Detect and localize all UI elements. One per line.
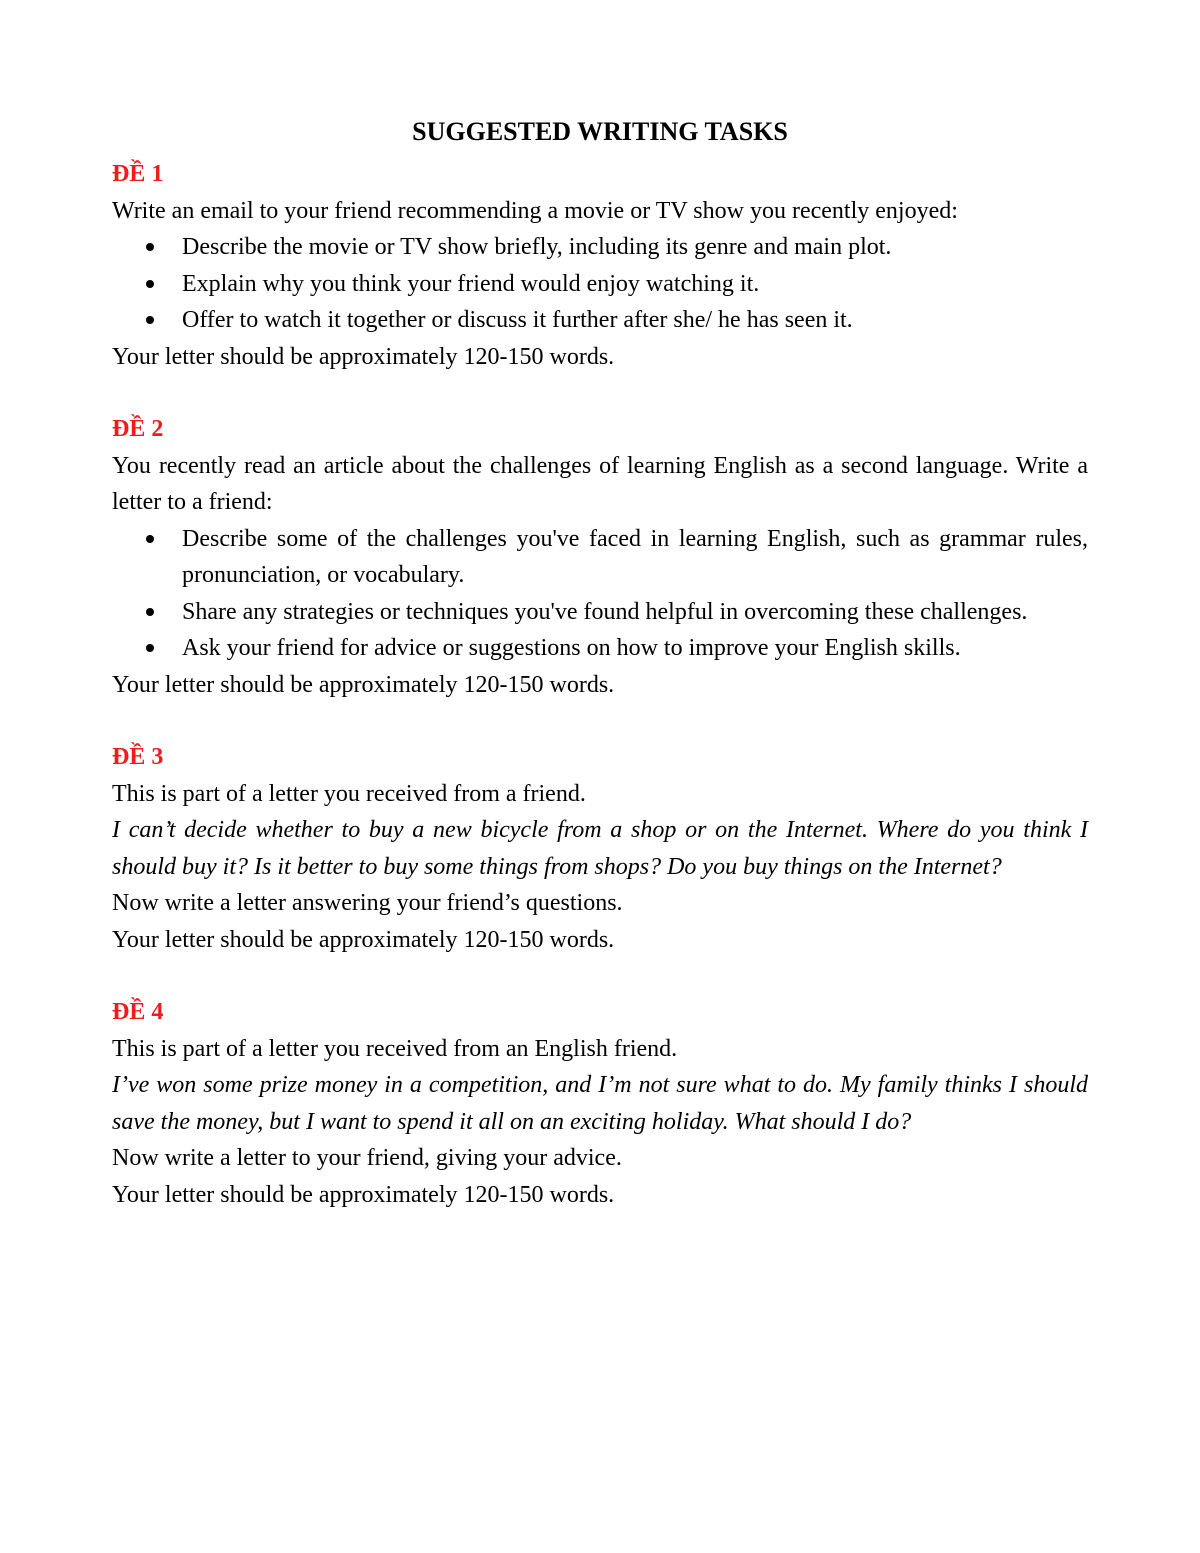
task-3-instruction: Now write a letter answering your friend’s questions. [112, 890, 623, 916]
task-3 [112, 739, 1088, 958]
task-1-bullet-1: Describe the movie or TV show briefly, including its genre and main plot. [182, 229, 1088, 266]
task-4 [112, 994, 1088, 1213]
task-2-bullet-3: Ask your friend for advice or suggestions on how to improve your English skills. [182, 630, 1088, 667]
spacer [112, 958, 1088, 994]
task-4-intro: This is part of a letter you received from an English friend. [112, 1035, 678, 1062]
page-title: SUGGESTED WRITING TASKS [412, 117, 788, 146]
task-1-bullet-3: Offer to watch it together or discuss it further after she/ he has seen it. [182, 302, 1088, 339]
task-2 [112, 411, 1088, 703]
task-1-heading: ĐỀ 1 [112, 161, 164, 187]
task-4-word-count: Your letter should be approximately 120-150 words. [112, 1181, 615, 1208]
spacer [112, 375, 1088, 411]
task-2-intro: You recently read an article about the challenges of learning English as a second language. Write a letter to a friend: [112, 452, 1088, 515]
task-3-letter-quote: I can’t decide whether to buy a new bicycle from a shop or on the Internet. Where do you think I should buy it? Is it better to buy some things from shops? Do you buy things on the Internet? [112, 817, 1088, 880]
task-4-letter-quote: I’ve won some prize money in a competition, and I’m not sure what to do. My family thinks I should save the money, but I want to spend it all on an exciting holiday. What should I do? [112, 1072, 1088, 1135]
task-2-bullet-1: Describe some of the challenges you've faced in learning English, such as grammar rules, pronunciation, or vocabulary. [182, 521, 1088, 594]
task-3-intro: This is part of a letter you received from a friend. [112, 780, 586, 807]
task-1-bullet-2: Explain why you think your friend would enjoy watching it. [182, 266, 1088, 303]
task-1-intro: Write an email to your friend recommending a movie or TV show you recently enjoyed: [112, 197, 958, 224]
task-2-bullet-2: Share any strategies or techniques you've found helpful in overcoming these challenges. [182, 594, 1088, 631]
task-2-bullet-list [112, 521, 1088, 667]
spacer [112, 703, 1088, 739]
task-4-heading: ĐỀ 4 [112, 999, 164, 1025]
task-1-word-count: Your letter should be approximately 120-150 words. [112, 343, 615, 370]
task-3-word-count: Your letter should be approximately 120-150 words. [112, 926, 615, 953]
task-3-heading: ĐỀ 3 [112, 744, 164, 770]
task-2-heading: ĐỀ 2 [112, 416, 164, 442]
task-4-instruction: Now write a letter to your friend, giving your advice. [112, 1145, 622, 1171]
task-2-word-count: Your letter should be approximately 120-150 words. [112, 671, 615, 698]
task-1 [112, 156, 1088, 375]
task-1-bullet-list [112, 229, 1088, 339]
document-content [112, 112, 1088, 1213]
